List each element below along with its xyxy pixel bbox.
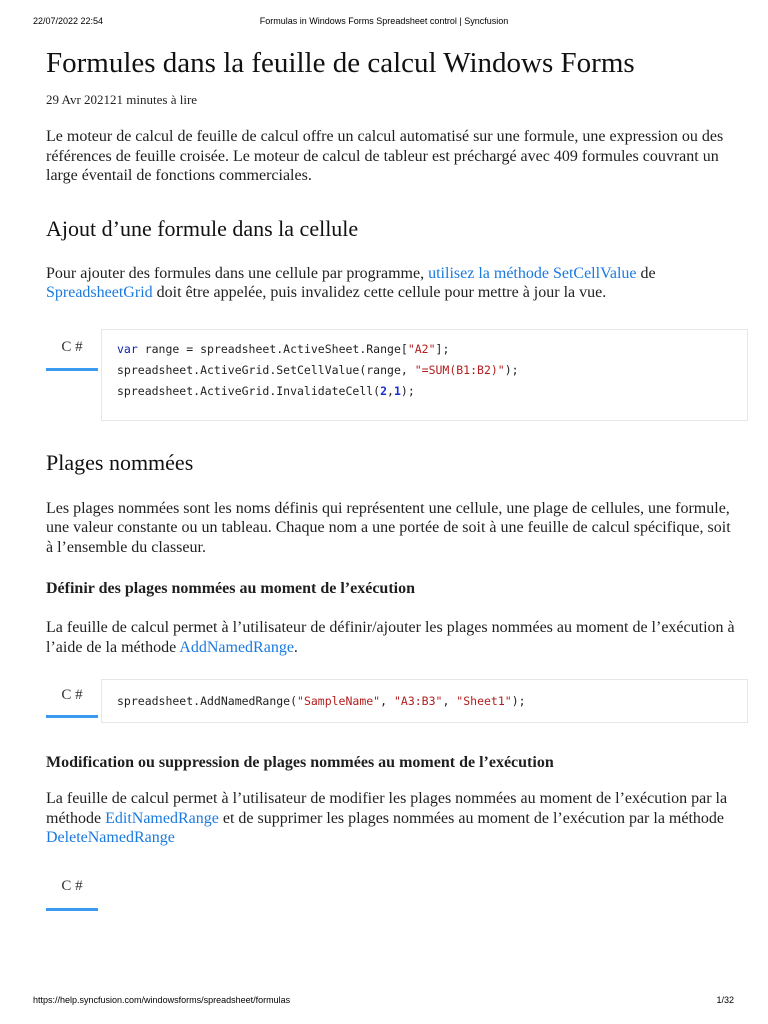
code-block-modify <box>46 878 736 922</box>
code-tab-underline <box>46 368 98 371</box>
section-heading-formula: Ajout d’une formule dans la cellule <box>46 215 359 241</box>
article-meta: 29 Avr 202121 minutes à lire <box>46 92 198 107</box>
spreadsheet-grid-link[interactable]: SpreadsheetGrid <box>46 284 153 301</box>
page-title: Formules dans la feuille de calcul Windows Forms <box>46 47 635 79</box>
add-named-range-link[interactable]: AddNamedRange <box>179 638 294 656</box>
code-text: spreadsheet.ActiveGrid.InvalidateCell( <box>117 383 381 398</box>
section-heading-named-ranges: Plages nommées <box>46 449 194 475</box>
edit-named-range-link[interactable]: EditNamedRange <box>105 809 219 827</box>
code-string: "A2" <box>407 341 436 356</box>
code-number: 2 <box>380 383 388 398</box>
code-tab-underline <box>46 908 98 911</box>
formula-text-3: doit être appelée, puis invalidez cette cellule pour mettre à jour la vue. <box>152 284 607 301</box>
code-content <box>101 329 748 421</box>
code-tab-csharp[interactable]: C # <box>61 338 83 355</box>
code-content <box>101 679 748 723</box>
code-text: ); <box>400 383 415 398</box>
print-datetime: 22/07/2022 22:54 <box>33 16 104 26</box>
code-tab-csharp[interactable]: C # <box>61 877 83 894</box>
code-text: ]; <box>435 341 450 356</box>
code-number: 1 <box>393 383 401 398</box>
code-text: , <box>387 383 394 398</box>
code-text: ); <box>504 362 519 377</box>
formula-paragraph <box>46 264 736 303</box>
named-ranges-paragraph: Les plages nommées sont les noms définis qui représentent une cellule, une plage de cellules, une formule, une valeur constante ou un tableau. Chaque nom a une portée de soit à une feuille de calcul spécifique, soit à l’ensemble du classeur. <box>46 499 731 556</box>
code-text: spreadsheet.AddNamedRange( <box>117 694 298 708</box>
set-cell-value-link[interactable]: utilisez la méthode SetCellValue <box>428 264 637 282</box>
delete-named-range-link[interactable]: DeleteNamedRange <box>46 829 175 846</box>
code-text: , <box>442 694 457 708</box>
modify-text-2: et de supprimer les plages nommées au moment de l’exécution par la méthode <box>218 809 725 827</box>
code-tab-underline <box>46 715 98 718</box>
define-paragraph <box>46 618 736 657</box>
modify-text-1: La feuille de calcul permet à l’utilisateur de modifier les plages nommées au moment de l’exécution par la méthode <box>46 790 728 827</box>
code-text: spreadsheet.ActiveGrid.SetCellValue(range, <box>117 362 415 377</box>
article <box>46 44 736 922</box>
subheading-define: Définir des plages nommées au moment de l’exécution <box>46 580 415 597</box>
code-block-define <box>46 679 736 723</box>
code-text: ); <box>511 694 526 708</box>
print-page-title: Formulas in Windows Forms Spreadsheet control | Syncfusion <box>259 16 509 26</box>
code-block-formula <box>46 329 736 421</box>
code-tab-csharp[interactable]: C # <box>61 687 83 703</box>
code-string: "SampleName" <box>297 694 381 708</box>
intro-paragraph: Le moteur de calcul de feuille de calcul offre un calcul automatisé sur une formule, une expression ou des références de feuille croisée. Le moteur de calcul de tableur est préchargé avec 409 formules couvrant un large éventail de fonctions commerciales. <box>46 128 724 184</box>
code-keyword: var <box>117 341 138 356</box>
code-string: "Sheet1" <box>456 694 512 708</box>
define-text-2: . <box>293 638 298 656</box>
define-text-1: La feuille de calcul permet à l’utilisateur de définir/ajouter les plages nommées au moment de l’exécution à l’aide de la méthode <box>46 619 735 656</box>
code-string: "=SUM(B1:B2)" <box>414 362 505 377</box>
modify-paragraph <box>46 789 736 848</box>
print-page-number: 1/32 <box>716 995 734 1005</box>
print-url: https://help.syncfusion.com/windowsforms/spreadsheet/formulas <box>33 995 291 1005</box>
formula-text-1: Pour ajouter des formules dans une cellule par programme, <box>46 264 429 282</box>
subheading-modify: Modification ou suppression de plages nommées au moment de l’exécution <box>46 754 554 771</box>
code-text: range = spreadsheet.ActiveSheet.Range[ <box>137 341 408 356</box>
formula-text-2: de <box>636 264 656 282</box>
code-string: "A3:B3" <box>393 694 443 708</box>
code-text: , <box>380 694 394 708</box>
